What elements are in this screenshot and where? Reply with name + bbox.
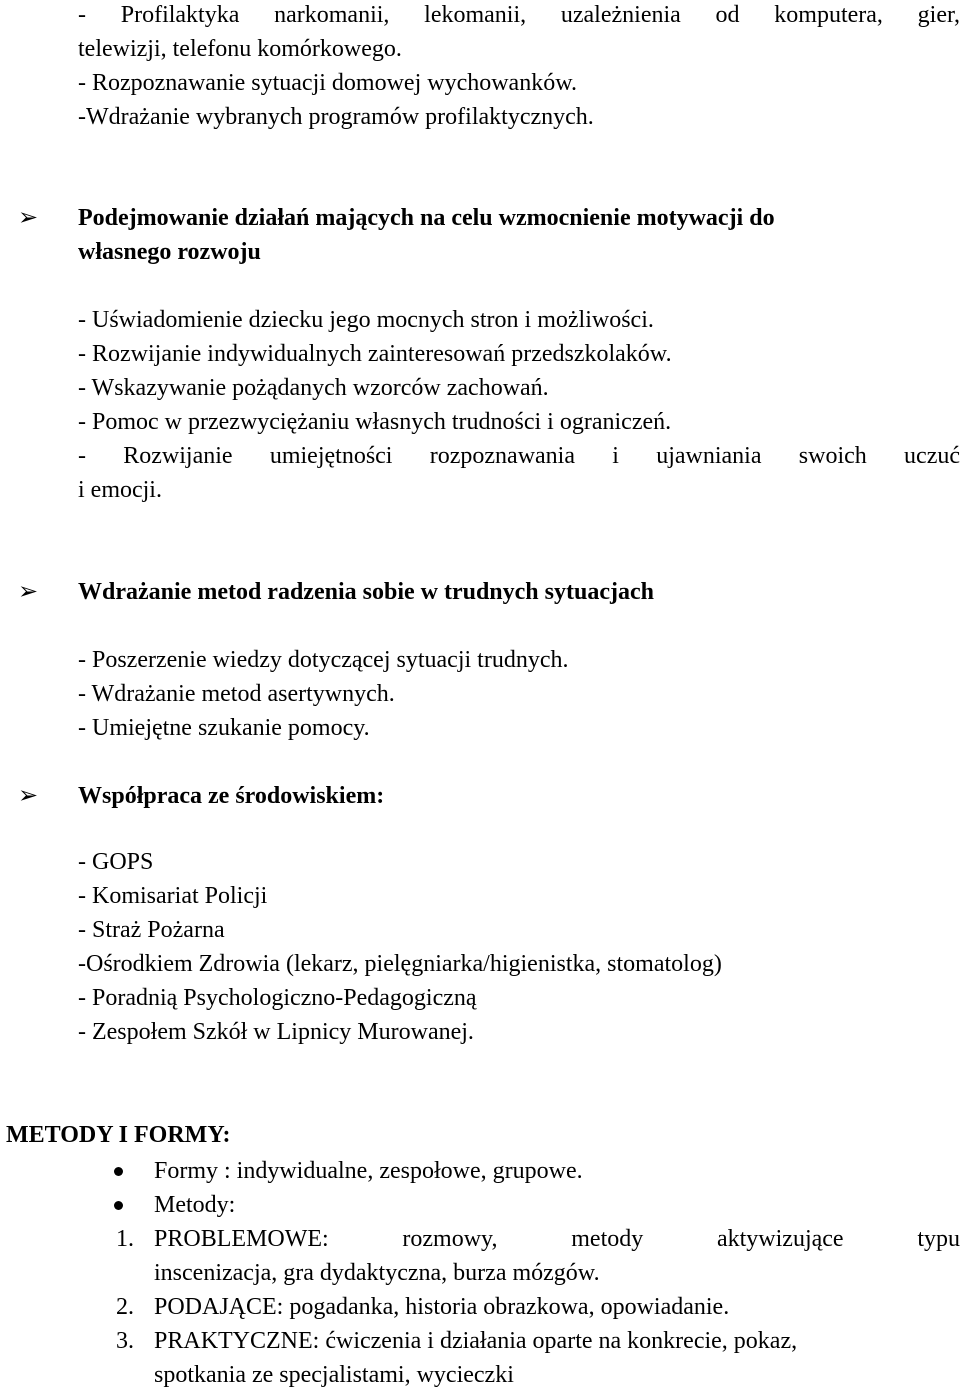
intro-line: - Rozpoznawanie sytuacji domowej wychowanków. (78, 70, 577, 96)
list-item: - Rozwijanie umiejętności rozpoznawania i ujawniania swoich uczuć (78, 443, 960, 469)
intro-line: telewizji, telefonu komórkowego. (78, 36, 402, 62)
item-text: spotkania ze specjalistami, wycieczki (154, 1362, 514, 1388)
list-item: -Ośrodkiem Zdrowia (lekarz, pielęgniarka/higienistka, stomatolog) (78, 951, 722, 977)
intro-line: -Wdrażanie wybranych programów profilaktycznych. (78, 104, 594, 130)
list-item: - Uświadomienie dziecku jego mocnych stron i możliwości. (78, 307, 654, 333)
bullet-text: Metody: (154, 1192, 236, 1218)
section3-heading (18, 779, 384, 813)
numbered-item (116, 1290, 960, 1324)
item-number: 3. (116, 1328, 134, 1354)
bullet-text: Formy : indywidualne, zespołowe, grupowe. (154, 1158, 583, 1184)
item-text: PROBLEMOWE: rozmowy, metody aktywizujące typu (154, 1226, 960, 1252)
list-item: i emocji. (78, 477, 162, 503)
numbered-item (116, 1324, 960, 1392)
item-text: PRAKTYCZNE: ćwiczenia i działania oparte na konkrecie, pokaz, (154, 1328, 798, 1354)
list-item: - Wdrażanie metod asertywnych. (78, 681, 395, 707)
item-text: PODAJĄCE: pogadanka, historia obrazkowa, opowiadanie. (154, 1294, 730, 1320)
list-item: - Poradnią Psychologiczno-Pedagogiczną (78, 985, 477, 1011)
arrow-bullet-icon: ➢ (18, 579, 39, 605)
item-number: 2. (116, 1294, 134, 1320)
methods-numbered (116, 1222, 960, 1392)
section1-title-line1: Podejmowanie działań mających na celu wzmocnienie motywacji do (78, 205, 775, 231)
list-item: - Zespołem Szkół w Lipnicy Murowanej. (78, 1019, 474, 1045)
section2-heading (18, 575, 654, 609)
list-item: - Umiejętne szukanie pomocy. (78, 715, 370, 741)
arrow-bullet-icon: ➢ (18, 783, 39, 809)
list-item: - Pomoc w przezwyciężaniu własnych trudności i ograniczeń. (78, 409, 672, 435)
bullet-dot-icon (114, 1167, 123, 1176)
list-item: - Straż Pożarna (78, 917, 225, 943)
section2-items (78, 643, 960, 745)
list-item: - Poszerzenie wiedzy dotyczącej sytuacji trudnych. (78, 647, 569, 673)
intro-block (78, 0, 960, 134)
list-item: - Wskazywanie pożądanych wzorców zachowań. (78, 375, 549, 401)
arrow-bullet-icon: ➢ (18, 205, 39, 231)
section1-items (78, 303, 960, 507)
intro-line: - Profilaktyka narkomanii, lekomanii, uzależnienia od komputera, gier, (78, 2, 960, 28)
list-item: - Rozwijanie indywidualnych zainteresowań przedszkolaków. (78, 341, 672, 367)
item-text: inscenizacja, gra dydaktyczna, burza mózgów. (154, 1260, 600, 1286)
section1-title-line2: własnego rozwoju (78, 239, 261, 265)
section3-title: Współpraca ze środowiskiem: (78, 783, 385, 809)
methods-bullets (114, 1154, 960, 1222)
item-number: 1. (116, 1226, 134, 1252)
bullet-dot-icon (114, 1201, 123, 1210)
bullet-item (114, 1188, 960, 1222)
methods-title: METODY I FORMY: (6, 1122, 231, 1148)
section2-title: Wdrażanie metod radzenia sobie w trudnych sytuacjach (78, 579, 654, 605)
list-item: - Komisariat Policji (78, 883, 268, 909)
section1-heading (18, 201, 775, 235)
list-item: - GOPS (78, 849, 154, 875)
numbered-item (116, 1222, 960, 1290)
section3-items (78, 845, 960, 1049)
bullet-item (114, 1154, 960, 1188)
